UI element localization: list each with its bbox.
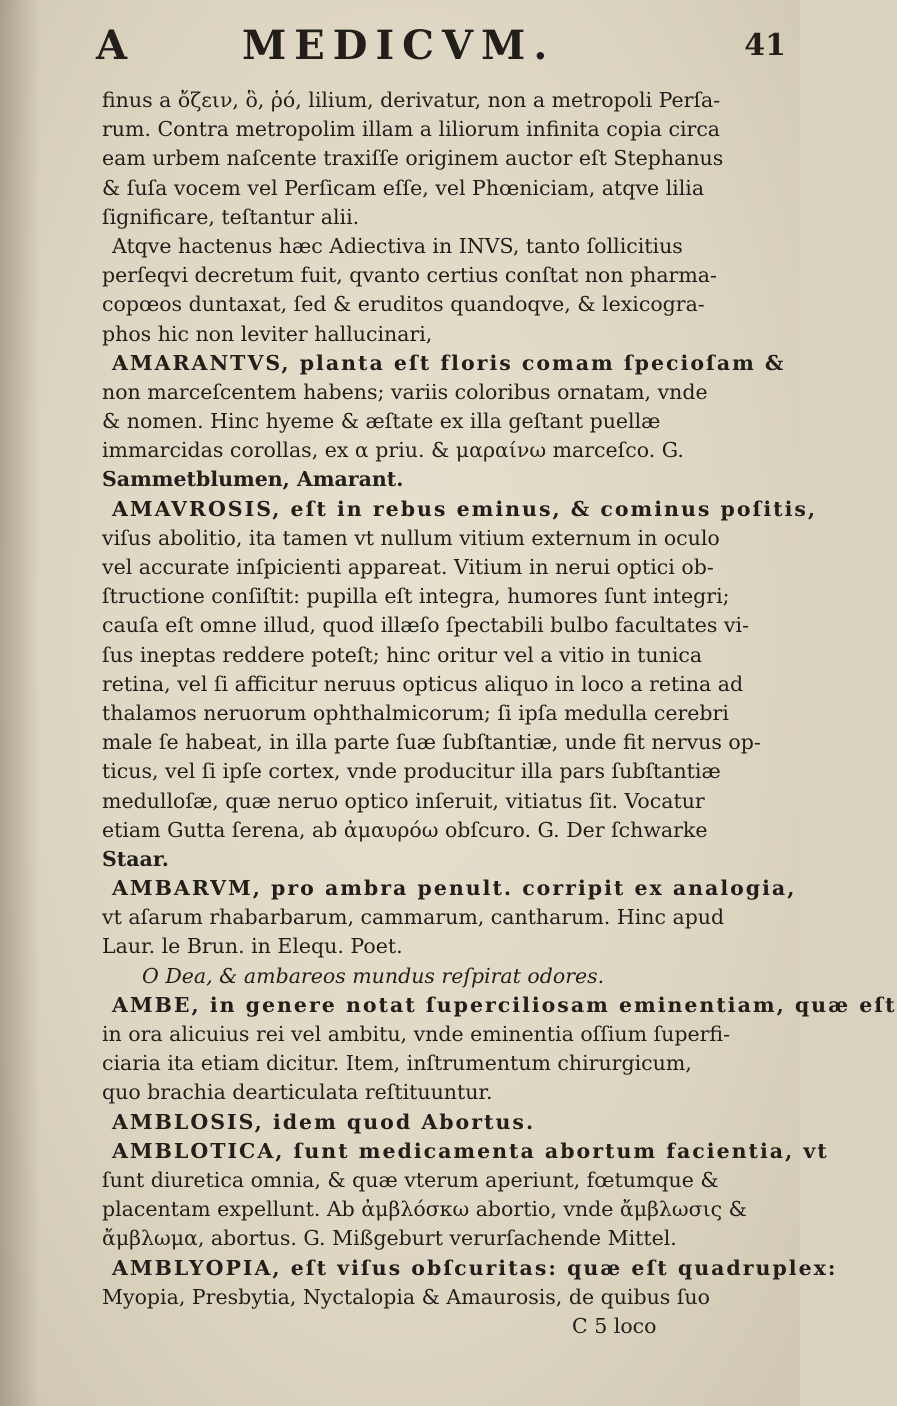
text-line: ſunt diuretica omnia, & quæ vterum aperiunt, fœtumque & — [102, 1167, 719, 1192]
text-line: ſus ineptas reddere poteſt; hinc oritur vel a vitio in tunica — [102, 642, 703, 667]
german-gloss: Sammetblumen, Amarant. — [102, 467, 404, 492]
page-gutter-shadow — [0, 0, 40, 1406]
entry-amaurosis: AMAVROSIS, eſt in rebus eminus, & cominus poſitis, — [112, 496, 818, 521]
running-title: MEDICVM. — [242, 22, 556, 69]
catchword-signature: C 5 loco — [572, 1313, 657, 1338]
entry-amblotica: AMBLOTICA, ſunt medicamenta abortum facientia, vt — [112, 1138, 829, 1163]
text-line: retina, vel ſi afficitur neruus opticus aliquo in loco a retina ad — [102, 671, 744, 696]
body-text — [102, 86, 897, 1341]
text-line: ſtructione conſiſtit: pupilla eſt integra, humores ſunt integri; — [102, 584, 730, 609]
entry-amblyopia: AMBLYOPIA, eſt viſus obſcuritas: quæ eſt quadruplex: — [112, 1255, 838, 1280]
text-line: cauſa eſt omne illud, quod illæſo ſpectabili bulbo facultates vi- — [102, 613, 749, 638]
entry-ambe: AMBE, in genere notat ſuperciliosam eminentiam, quæ eſt — [112, 992, 897, 1017]
text-line: Atqve hactenus hæc Adiectiva in INVS, tanto ſollicitius — [112, 233, 683, 258]
text-line: male ſe habeat, in illa parte ſuæ ſubſtantiæ, unde fit nervus op- — [102, 730, 761, 755]
text-line: in ora alicuius rei vel ambitu, vnde eminentia oſſium ſuperfi- — [102, 1022, 731, 1046]
verse-quotation: O Dea, & ambareos mundus reſpirat odores. — [142, 963, 605, 988]
text-line: immarcidas corollas, ex α priu. & μαραίνω marceſco. G. — [102, 438, 684, 463]
entry-ambarum: AMBARVM, pro ambra penult. corripit ex analogia, — [112, 876, 797, 901]
text-line: thalamos neruorum ophthalmicorum; ſi ipſa medulla cerebri — [102, 700, 729, 725]
text-line: Laur. le Brun. in Elequ. Poet. — [102, 934, 403, 959]
german-gloss: Staar. — [102, 846, 169, 871]
text-line: copœos duntaxat, ſed & eruditos quandoqve, & lexicogra- — [102, 292, 705, 317]
section-letter: A — [96, 22, 130, 69]
text-line: etiam Gutta ſerena, ab ἀμαυρόω obſcuro. G. Der ſchwarke — [102, 817, 708, 842]
text-line: ἄμβλωμα, abortus. G. Mißgeburt verurſachende Mittel. — [102, 1226, 677, 1251]
text-line: placentam expellunt. Ab ἀμβλόσκω abortio, vnde ἄμβλωσις & — [102, 1197, 747, 1222]
page-header — [96, 22, 786, 74]
page-number: 41 — [744, 28, 786, 63]
text-line: Myopia, Presbytia, Nyctalopia & Amaurosis, de quibus ſuo — [102, 1284, 710, 1309]
text-line: medulloſæ, quæ neruo optico inſeruit, vitiatus ſit. Vocatur — [102, 788, 705, 813]
text-line: quo brachia dearticulata reſtituuntur. — [102, 1080, 493, 1105]
entry-amblosis: AMBLOSIS, idem quod Abortus. — [112, 1109, 536, 1134]
entry-amarantus: AMARANTVS, planta eſt floris comam ſpecioſam & — [112, 350, 786, 375]
text-line: rum. Contra metropolim illam a liliorum infinita copia circa — [102, 117, 721, 142]
text-line: ſignificare, teſtantur alii. — [102, 204, 360, 229]
text-line: finus a ὄζειν, ὃ, ῥό, lilium, derivatur, non a metropoli Perſa- — [102, 88, 721, 112]
text-line: ciaria ita etiam dicitur. Item, inſtrumentum chirurgicum, — [102, 1051, 692, 1076]
text-line: phos hic non leviter hallucinari, — [102, 321, 433, 346]
text-line: non marceſcentem habens; variis coloribus ornatam, vnde — [102, 379, 708, 404]
text-line: vt aſarum rhabarbarum, cammarum, cantharum. Hinc apud — [102, 905, 725, 930]
text-line: ticus, vel ſi ipſe cortex, vnde producitur illa pars ſubſtantiæ — [102, 759, 721, 784]
text-line: viſus abolitio, ita tamen vt nullum vitium externum in oculo — [102, 525, 720, 550]
text-line: vel accurate inſpicienti appareat. Vitium in nerui optici ob- — [102, 555, 714, 579]
text-line: & ſuſa vocem vel Perſicam eſſe, vel Phœniciam, atqve lilia — [102, 175, 705, 200]
text-line: & nomen. Hinc hyeme & æſtate ex illa geſtant puellæ — [102, 409, 661, 434]
text-line: perſeqvi decretum fuit, qvanto certius conſtat non pharma- — [102, 263, 717, 288]
text-line: eam urbem naſcente traxiſſe originem auctor eſt Stephanus — [102, 146, 724, 171]
